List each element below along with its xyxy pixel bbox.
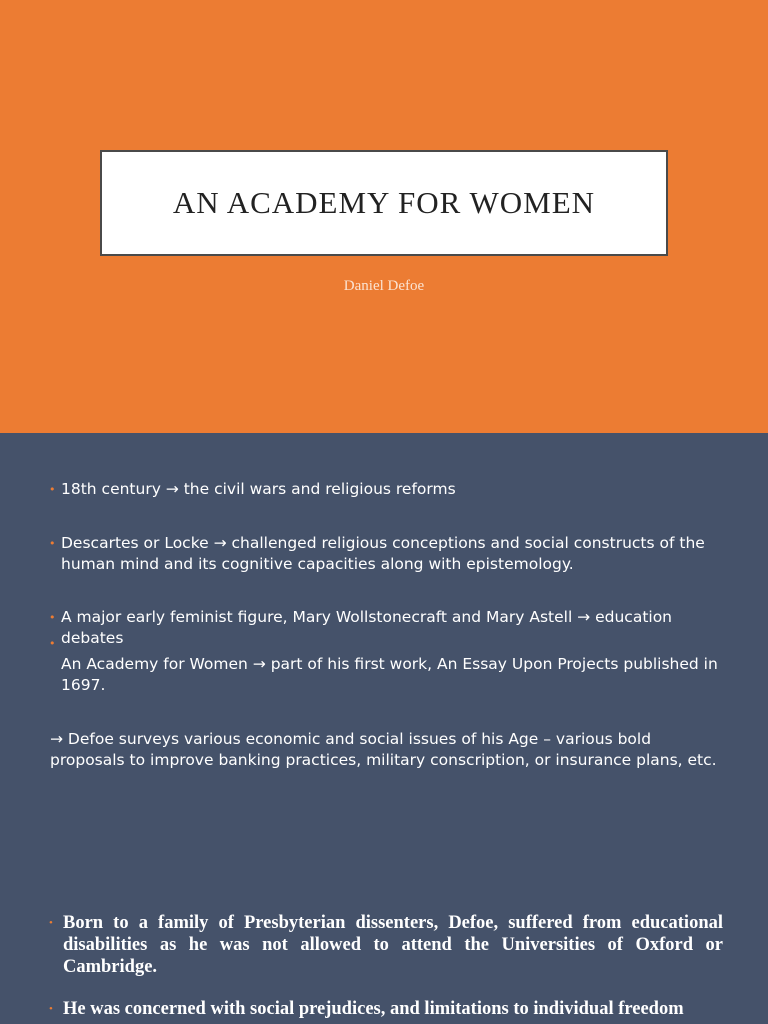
bullet-item [49, 998, 723, 1020]
bullet-item [49, 912, 723, 978]
paragraph-text: → Defoe surveys various economic and social issues of his Age – various bold proposals to improve banking practices, military conscription, or insurance plans, etc. [50, 730, 717, 769]
bullet-dot-icon: • [49, 483, 56, 496]
bullet-item [49, 607, 725, 649]
biography-slide [0, 833, 768, 1024]
bullet-text: Descartes or Locke → challenged religious conceptions and social constructs of the human mind and its cognitive capacities along with epistemology. [61, 534, 705, 573]
bullet-text: Born to a family of Presbyterian dissenters, Defoe, suffered from educational disabilities as he was not allowed to attend the Universities of Oxford or Cambridge. [63, 913, 723, 977]
bullet-item [49, 479, 725, 500]
bullet-text: 18th century → the civil wars and religious reforms [61, 480, 456, 498]
bullet-dot-icon: • [49, 1003, 53, 1015]
bullet-item [49, 533, 725, 575]
bullet-dot-icon: • [49, 637, 56, 650]
title-slide [0, 0, 768, 433]
slide-subtitle: Daniel Defoe [343, 278, 425, 294]
bullet-dot-icon: • [49, 537, 56, 550]
slide-title: AN ACADEMY FOR WOMEN [172, 185, 596, 220]
bullet-dot-icon: • [49, 611, 56, 624]
bullet-text: An Academy for Women → part of his first work, An Essay Upon Projects published in 1697. [61, 655, 718, 694]
bullet-text: He was concerned with social prejudices, and limitations to individual freedom [63, 999, 684, 1019]
content-slide [0, 433, 768, 833]
bullet-dot-icon: • [49, 917, 53, 929]
bullet-item [49, 654, 725, 696]
bullet-text: A major early feminist figure, Mary Wollstonecraft and Mary Astell → education debates [61, 608, 673, 647]
title-box [100, 150, 668, 256]
